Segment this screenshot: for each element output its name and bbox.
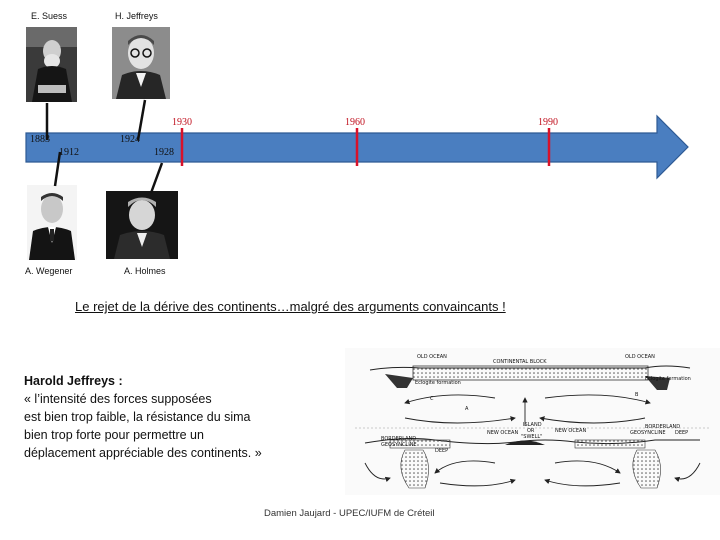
label-island: ISLAND xyxy=(523,422,542,428)
quote-line: est bien trop faible, la résistance du sima xyxy=(24,410,251,424)
label-a: A xyxy=(465,406,469,412)
convection-diagram xyxy=(345,348,720,495)
name-wegener: A. Wegener xyxy=(25,266,73,276)
label-borderland-left: BORDERLAND xyxy=(381,436,417,442)
year-1960: 1960 xyxy=(345,117,365,128)
label-b: B xyxy=(635,392,639,398)
name-jeffreys: H. Jeffreys xyxy=(115,11,158,21)
quote-line: « l’intensité des forces supposées xyxy=(24,392,212,406)
label-new-ocean-left: NEW OCEAN xyxy=(487,430,519,436)
label-old-ocean-left: OLD OCEAN xyxy=(417,354,447,360)
connector-holmes xyxy=(151,163,162,193)
label-geosyncline-left: GEOSYNCLINE xyxy=(381,442,417,448)
label-old-ocean-right: OLD OCEAN xyxy=(625,354,655,360)
label-or: OR xyxy=(527,428,535,434)
jeffreys-quote xyxy=(24,372,329,462)
slide-footer: Damien Jaujard - UPEC/IUFM de Créteil xyxy=(264,508,435,519)
year-1928: 1928 xyxy=(154,147,174,158)
label-new-ocean-right: NEW OCEAN xyxy=(555,428,587,434)
quote-line: déplacement appréciable des continents. » xyxy=(24,446,262,460)
year-1930: 1930 xyxy=(172,117,192,128)
year-1883: 1883 xyxy=(30,134,50,145)
year-1912: 1912 xyxy=(59,147,79,158)
name-suess: E. Suess xyxy=(31,11,68,21)
label-geosyncline-right: GEOSYNCLINE xyxy=(630,430,666,436)
label-swell: "SWELL" xyxy=(521,434,543,440)
label-c: C xyxy=(430,396,434,402)
label-continental-block: CONTINENTAL BLOCK xyxy=(493,359,547,365)
label-deep-left: DEEP xyxy=(435,448,449,454)
slide-title: Le rejet de la dérive des continents…malgré des arguments convaincants ! xyxy=(75,299,506,314)
quote-author: Harold Jeffreys : xyxy=(24,374,123,388)
label-eclogite: Eclogite formation xyxy=(415,380,461,386)
quote-line: bien trop forte pour permettre un xyxy=(24,428,204,442)
label-borderland-right: BORDERLAND xyxy=(645,424,681,430)
label-deep-right: DEEP xyxy=(675,430,689,436)
year-1990: 1990 xyxy=(538,117,558,128)
name-holmes: A. Holmes xyxy=(124,266,166,276)
label-eclogite-right: Eclogite formation xyxy=(645,376,691,382)
year-1924: 1924 xyxy=(120,134,140,145)
